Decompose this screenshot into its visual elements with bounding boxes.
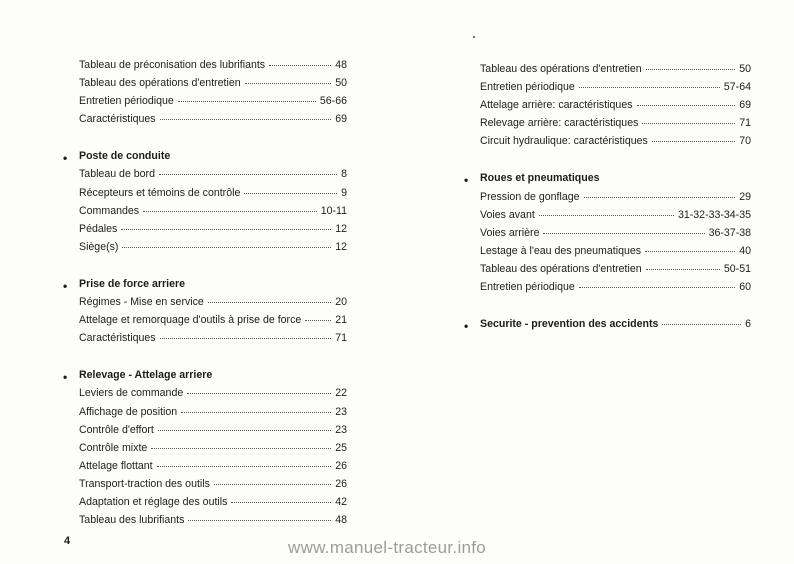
toc-entry: Leviers de commande 22 [79,387,347,400]
toc-intro-group [79,59,347,131]
paper-speck [473,36,475,38]
toc-section-roues-pneumatiques [464,172,751,299]
toc-right-column [464,63,751,336]
toc-entry: Entretien périodique 60 [480,281,751,294]
toc-entry: Caractéristiques 69 [79,113,347,126]
toc-entry: Contrôle d'effort 23 [79,423,347,436]
toc-entry: Commandes 10-11 [79,204,347,217]
toc-entry: Récepteurs et témoins de contrôle 9 [79,186,347,199]
bullet-icon: • [63,370,68,385]
toc-entry: Lestage à l'eau des pneumatiques 40 [480,244,751,257]
bullet-icon: • [63,278,68,293]
toc-entry: Voies arrière 36-37-38 [480,226,751,239]
toc-entry: Pédales 12 [79,222,347,235]
section-title: Prise de force arriere [79,277,185,290]
toc-entry: Attelage et remorquage d'outils à prise de force 21 [79,314,347,327]
watermark: www.manuel-tracteur.info [288,538,487,557]
bullet-icon: • [464,319,469,334]
toc-left-column [63,59,347,532]
toc-entry: Contrôle mixte 25 [79,441,347,454]
toc-entry: Entretien périodique 57-64 [480,81,751,94]
toc-entry: Attelage arrière: caractéristiques 69 [480,99,751,112]
section-title: Securite - prevention des accidents 6 [480,318,751,331]
toc-section-prise-de-force [63,277,347,350]
toc-entry: Adaptation et réglage des outils 42 [79,495,347,508]
section-title: Roues et pneumatiques [480,172,600,185]
section-title: Poste de conduite [79,150,171,163]
toc-entry: Entretien périodique 56-66 [79,95,347,108]
toc-entry: Tableau des opérations d'entretien 50 [480,63,751,75]
toc-section-poste-de-conduite [63,150,347,259]
toc-entry: Relevage arrière: caractéristiques 71 [480,117,751,130]
bullet-icon: • [63,151,68,166]
page-number: 4 [64,535,71,547]
bullet-icon: • [464,173,469,188]
toc-intro-group [480,63,751,153]
toc-section-securite [464,318,751,336]
toc-entry: Régimes - Mise en service 20 [79,296,347,309]
toc-entry: Voies avant 31-32-33-34-35 [480,208,751,221]
toc-entry: Transport-traction des outils 26 [79,477,347,490]
toc-section-relevage [63,369,347,532]
section-title: Relevage - Attelage arriere [79,369,213,382]
toc-entry: Caractéristiques 71 [79,332,347,345]
toc-entry: Pression de gonflage 29 [480,190,751,203]
toc-entry: Siège(s) 12 [79,240,347,253]
toc-entry: Circuit hydraulique: caractéristiques 70 [480,135,751,148]
toc-entry: Tableau de bord 8 [79,168,347,181]
toc-entry: Attelage flottant 26 [79,459,347,472]
toc-entry: Tableau des opérations d'entretien 50 [79,77,347,90]
toc-entry: Tableau des opérations d'entretien 50-51 [480,262,751,275]
toc-entry: Tableau de préconisation des lubrifiants 48 [79,59,347,71]
toc-entry: Affichage de position 23 [79,405,347,418]
toc-entry: Tableau des lubrifiants 48 [79,514,347,527]
